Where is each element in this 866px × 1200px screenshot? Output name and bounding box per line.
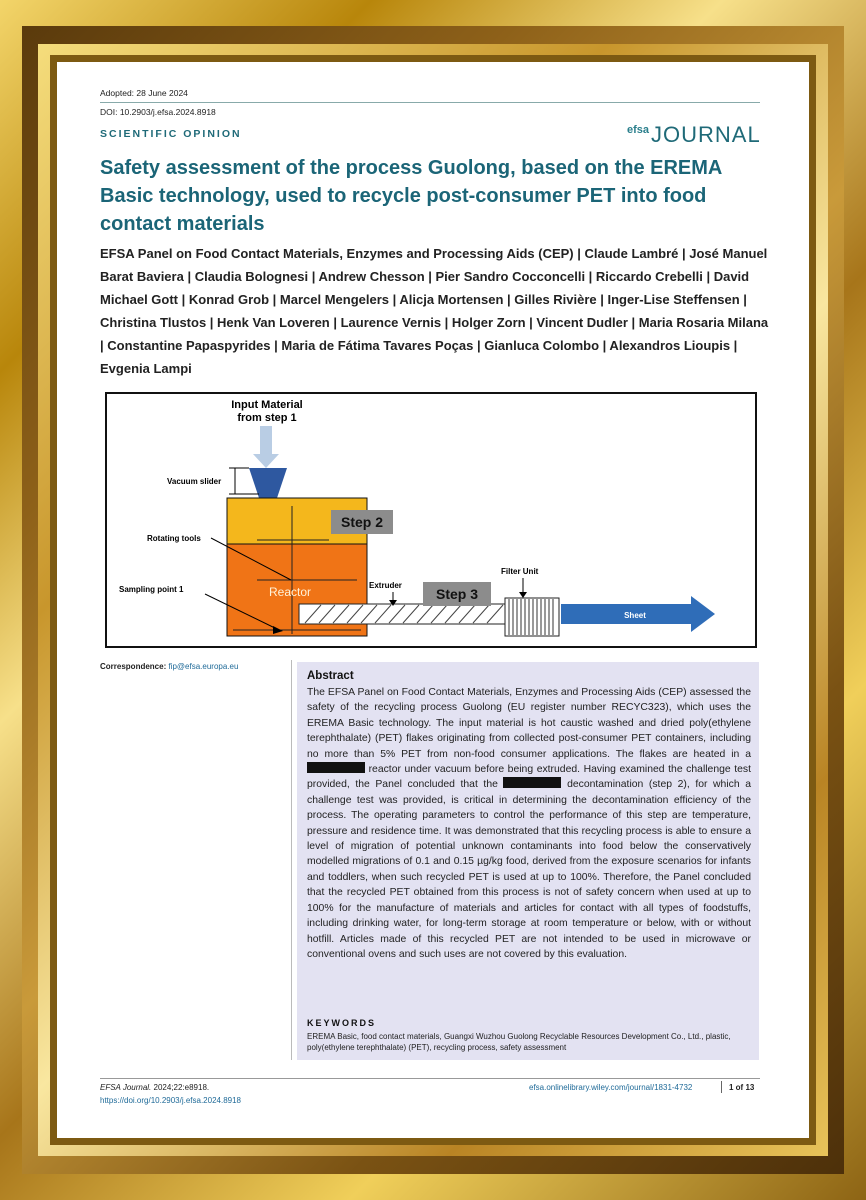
- abstract-part-1: The EFSA Panel on Food Contact Materials, Enzymes and Processing Aids (CEP) assessed the safety of the recycling process Guolong (EU register number RECYC323), which uses the EREMA Basic technology. The input material is hot caustic washed and dried poly(ethylene terephthalate) (PET) flakes originating from collected post-consumer PET containers, including no more than 5% PET from non-food consumer applications. The flakes are heated in a: [307, 687, 751, 760]
- redaction-bar: [503, 777, 561, 788]
- paper-title: Safety assessment of the process Guolong, based on the EREMA Basic technology, used to recycle post-consumer PET into food contact materials: [100, 157, 722, 235]
- logo-efsa-text: efsa: [627, 124, 650, 136]
- adopted-date: Adopted: 28 June 2024: [100, 88, 188, 98]
- sheet-label: Sheet: [624, 611, 646, 620]
- footer-citation: [100, 1083, 209, 1092]
- step3-label: Step 3: [435, 586, 479, 602]
- keywords-text: EREMA Basic, food contact materials, Guangxi Wuzhou Guolong Recyclable Resources Development Co., Ltd., plastic, poly(ethylene terephthalate) (PET), recycling process, safety assessment: [307, 1032, 731, 1052]
- header-rule: [100, 102, 760, 103]
- correspondence-label: Correspondence:: [100, 662, 167, 671]
- abstract-box: [297, 662, 759, 1060]
- author-list: EFSA Panel on Food Contact Materials, Enzymes and Processing Aids (CEP) | Claude Lambré | José Manuel Barat Baviera | Claudia Bolognesi | Andrew Chesson | Pier Sandro Cocconcelli | Riccardo Crebelli | David Michael Gott | Konrad Grob | Marcel Mengelers | Alicja Mortensen | Gilles Rivière | Inger-Lise Steffensen | Christina Tlustos | Henk Van Loveren | Laurence Vernis | Holger Zorn | Vincent Dudler | Maria Rosaria Milana | Constantine Papaspyrides | Maria de Fátima Tavares Poças | Gianluca Colombo | Alexandros Lioupis | Evgenia Lampi: [100, 246, 769, 376]
- abstract-text: [307, 685, 751, 962]
- step2-label: Step 2: [340, 514, 384, 530]
- footer-rule: [100, 1078, 760, 1079]
- correspondence: [100, 662, 238, 671]
- input-step-label: from step 1: [237, 412, 297, 424]
- process-diagram: [107, 394, 755, 646]
- abstract-heading: Abstract: [307, 670, 354, 682]
- abstract-part-2: reactor under vacuum before being extruded. Having examined the challenge test provided, the Panel concluded that the: [307, 764, 752, 791]
- keywords-heading: KEYWORDS: [307, 1018, 377, 1028]
- input-arrow-head: [253, 454, 279, 468]
- page-number: 1 of 13: [729, 1083, 755, 1092]
- process-figure: [105, 392, 757, 648]
- sampling-point-label: Sampling point 1: [119, 585, 184, 594]
- filter-unit-label: Filter Unit: [501, 567, 539, 576]
- header-doi: DOI: 10.2903/j.efsa.2024.8918: [100, 107, 216, 117]
- input-arrow-shaft: [260, 426, 272, 456]
- column-divider: [291, 660, 292, 1060]
- footer-journal-link[interactable]: efsa.onlinelibrary.wiley.com/journal/1831-4732: [529, 1083, 693, 1092]
- input-material-label: Input Material: [231, 399, 303, 411]
- reactor-label: Reactor: [269, 585, 312, 599]
- correspondence-email[interactable]: fip@efsa.europa.eu: [168, 662, 239, 671]
- vacuum-slider-label: Vacuum slider: [167, 477, 222, 486]
- efsa-journal-logo: [627, 122, 767, 152]
- footer-separator: [721, 1081, 722, 1093]
- paper-page: [57, 62, 809, 1138]
- extruder-barrel: [299, 604, 509, 624]
- filter-unit-pointer-arrowhead: [519, 592, 527, 598]
- section-label: SCIENTIFIC OPINION: [100, 128, 242, 140]
- extruder-label: Extruder: [369, 581, 402, 590]
- sheet-arrow-head: [691, 596, 715, 632]
- footer-journal: EFSA Journal.: [100, 1083, 152, 1092]
- rotating-tools-label: Rotating tools: [147, 534, 201, 543]
- footer-volume: 2024;22:e8918.: [153, 1083, 210, 1092]
- footer-doi-link[interactable]: https://doi.org/10.2903/j.efsa.2024.8918: [100, 1096, 241, 1105]
- logo-journal-text: JOURNAL: [651, 122, 761, 147]
- redaction-bar: [307, 762, 365, 773]
- abstract-part-3: decontamination (step 2), for which a challenge test was provided, is critical in determining the decontamination efficiency of the process. The operating parameters to control the performance of this step are temperature, pressure and residence time. It was demonstrated that this recycling process is able to ensure a level of migration of potential unknown contaminants into food below the conservatively modelled migrations of 0.1 and 0.15 µg/kg food, derived from the exposure scenarios for infants and toddlers, when such recycled PET is used at up to 100%. Therefore, the Panel concluded that the recycled PET obtained from this process is not of safety concern when used at up to 100% for the manufacture of materials and articles for contact with all types of foodstuffs, including drinking water, for long-term storage at room temperature or below, with or without hotfill. Articles made of this recycled PET are not intended to be used in microwave or conventional ovens and such uses are not covered by this evaluation.: [307, 779, 751, 960]
